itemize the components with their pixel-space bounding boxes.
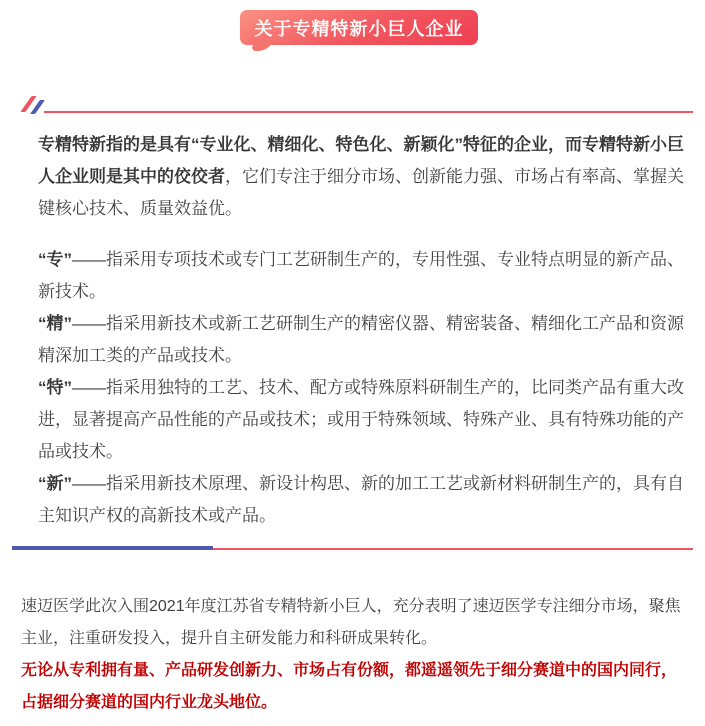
divider-blue-bar [12, 546, 213, 550]
section-title-label: 关于专精特新小巨人企业 [254, 18, 464, 39]
heading-rule-line [44, 111, 693, 113]
section-divider [12, 546, 693, 550]
term-jing-text: ——指采用新技术或新工艺研制生产的精密仪器、精密装备、精细化工产品和资源精深加工类的产品或技术。 [38, 314, 684, 365]
term-te-text: ——指采用独特的工艺、技术、配方或特殊原料研制生产的，比同类产品有重大改进，显著提高产品性能的产品或技术；或用于特殊领域、特殊产业、具有特殊功能的产品或技术。 [38, 378, 684, 461]
section-title-badge [240, 10, 478, 45]
intro-paragraph-zhuan [38, 244, 688, 308]
intro-paragraph-overview [38, 129, 688, 225]
summary-highlight: 无论从专利拥有量、产品研发创新力、市场占有份额，都遥遥领先于细分赛道中的国内同行，占据细分赛道的国内行业龙头地位。 [21, 662, 678, 711]
intro-paragraph-xin [38, 468, 688, 532]
heading-rule [24, 95, 693, 114]
intro-overview-text: ，它们专注于细分市场、创新能力强、市场占有率高、掌握关键核心技术、质量效益优。 [38, 167, 684, 218]
intro-section [38, 129, 688, 532]
intro-paragraph-te [38, 372, 688, 468]
term-jing: “精” [38, 314, 72, 333]
summary-section [21, 591, 688, 719]
term-zhuan-text: ——指采用专项技术或专门工艺研制生产的，专用性强、专业特点明显的新产品、新技术。 [38, 250, 684, 301]
term-xin: “新” [38, 474, 72, 493]
term-xin-text: ——指采用新技术原理、新设计构思、新的加工工艺或新材料研制生产的，具有自主知识产权的高新技术或产品。 [38, 474, 684, 525]
intro-overview-lead: 专精特新指的是具有“专业化、精细化、特色化、新颖化”特征的企业，而专精特新小巨人企业则是其中的佼佼者 [38, 135, 684, 186]
summary-paragraph: 速迈医学此次入围2021年度江苏省专精特新小巨人，充分表明了速迈医学专注细分市场，聚焦主业，注重研发投入，提升自主研发能力和科研成果转化。 [21, 598, 681, 647]
term-zhuan: “专” [38, 250, 72, 269]
intro-paragraph-jing [38, 308, 688, 372]
term-te: “特” [38, 378, 72, 397]
divider-red-line [213, 548, 693, 550]
